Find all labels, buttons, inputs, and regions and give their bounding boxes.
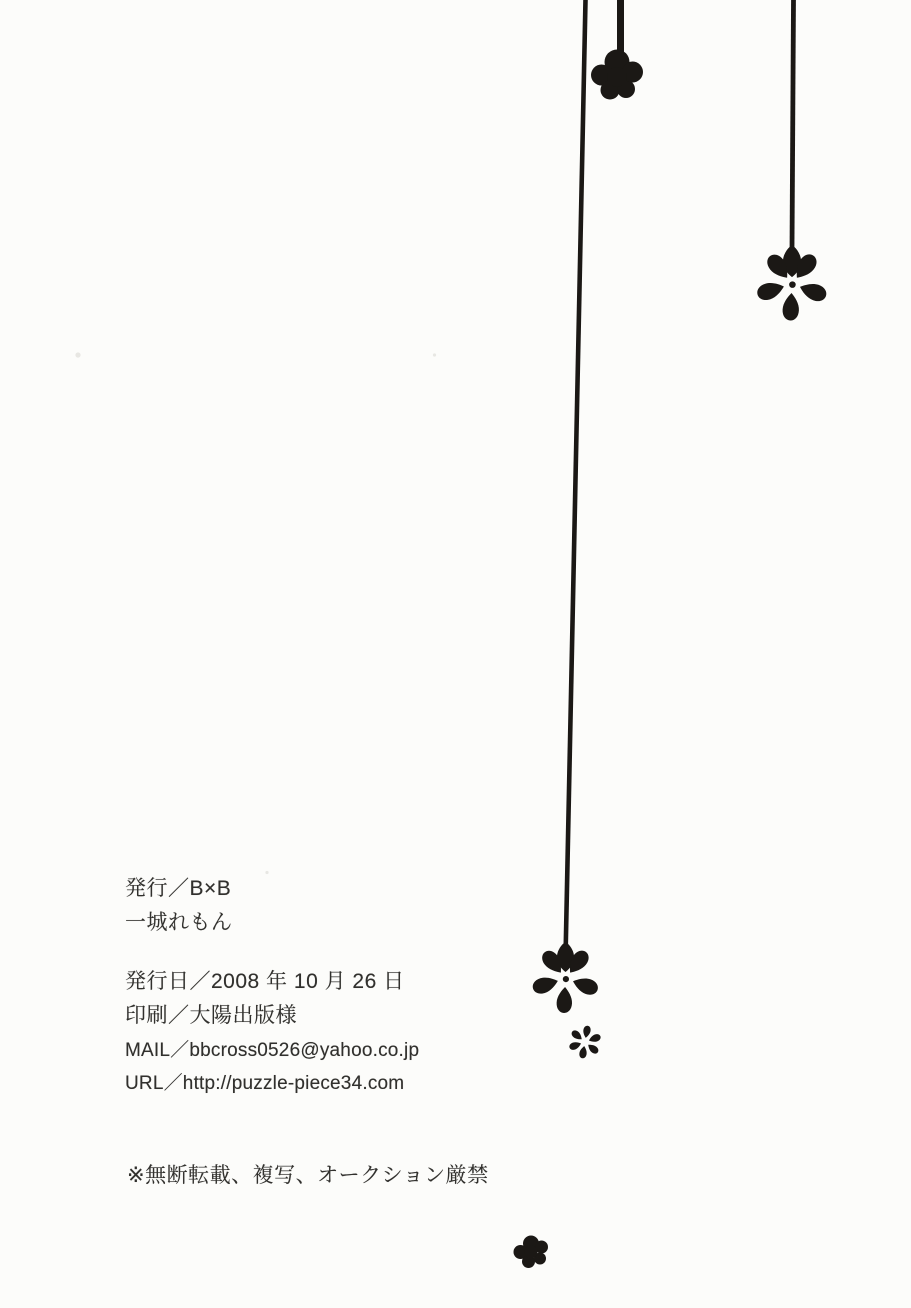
mail-line: MAIL／bbcross0526@yahoo.co.jp xyxy=(125,1040,420,1061)
publisher-line: 発行／B×B xyxy=(125,877,232,900)
issue-date-line: 発行日／2008 年 10 月 26 日 xyxy=(125,970,405,993)
url-line: URL／http://puzzle-piece34.com xyxy=(125,1073,405,1094)
circle-author-line: 一城れもん xyxy=(125,911,233,934)
reproduction-notice-line: ※無断転載、複写、オークション厳禁 xyxy=(127,1164,489,1187)
printer-line: 印刷／大陽出版様 xyxy=(125,1004,297,1027)
